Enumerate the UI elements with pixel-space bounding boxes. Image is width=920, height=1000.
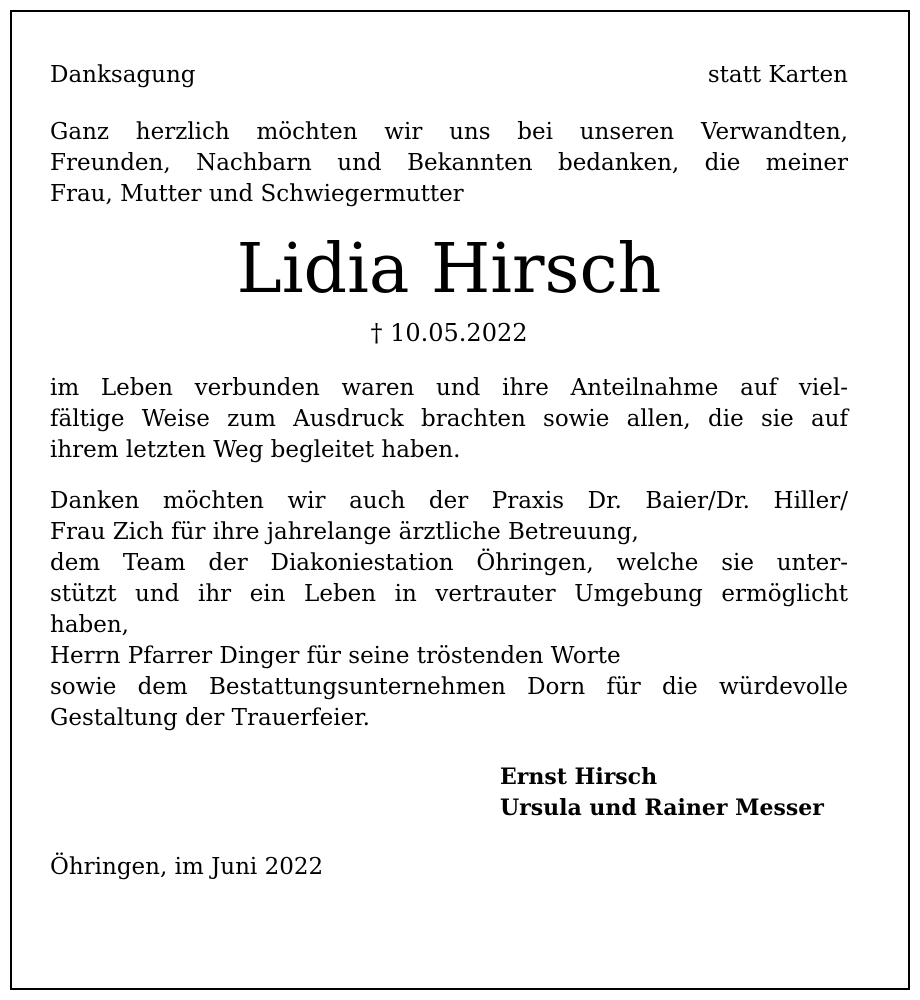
thanks-line: fältige Weise zum Ausdruck brachten sowie allen, die sie auf <box>50 406 848 432</box>
death-date: † 10.05.2022 <box>370 319 528 347</box>
ack-line: stützt und ihr ein Leben in vertrauter Umgebung ermöglicht <box>50 581 848 607</box>
thanks-line: ihrem letzten Weg begleitet haben. <box>50 437 461 463</box>
ack-line: sowie dem Bestattungsunternehmen Dorn für die würdevolle <box>50 674 848 700</box>
ack-line: Frau Zich für ihre jahrelange ärztliche Betreuung, <box>50 519 639 545</box>
notice-content <box>50 60 848 883</box>
ack-line: Danken möchten wir auch der Praxis Dr. Baier/Dr. Hiller/ <box>50 488 848 514</box>
header-note: statt Karten <box>707 62 848 88</box>
deceased-name: Lidia Hirsch <box>236 230 662 309</box>
signer-name: Ernst Hirsch <box>500 764 658 790</box>
intro-line: Ganz herzlich möchten wir uns bei unseren Verwandten, <box>50 119 848 145</box>
ack-line: dem Team der Diakoniestation Öhringen, welche sie unter- <box>50 550 848 576</box>
intro-line: Frau, Mutter und Schwiegermutter <box>50 181 464 207</box>
signer-name: Ursula und Rainer Messer <box>500 795 824 821</box>
thanks-line: im Leben verbunden waren und ihre Anteilnahme auf viel- <box>50 375 848 401</box>
thanks-paragraph <box>50 373 848 466</box>
intro-line: Freunden, Nachbarn und Bekannten bedanken, die meiner <box>50 150 848 176</box>
ack-line: haben, <box>50 612 129 638</box>
header-title: Danksagung <box>50 62 196 88</box>
acknowledgements-paragraph <box>50 486 848 734</box>
header-row <box>50 60 848 91</box>
place-date: Öhringen, im Juni 2022 <box>50 854 324 880</box>
signers-block <box>50 762 848 824</box>
ack-line: Gestaltung der Trauerfeier. <box>50 705 370 731</box>
ack-line: Herrn Pfarrer Dinger für seine tröstenden Worte <box>50 643 621 669</box>
intro-paragraph <box>50 117 848 210</box>
